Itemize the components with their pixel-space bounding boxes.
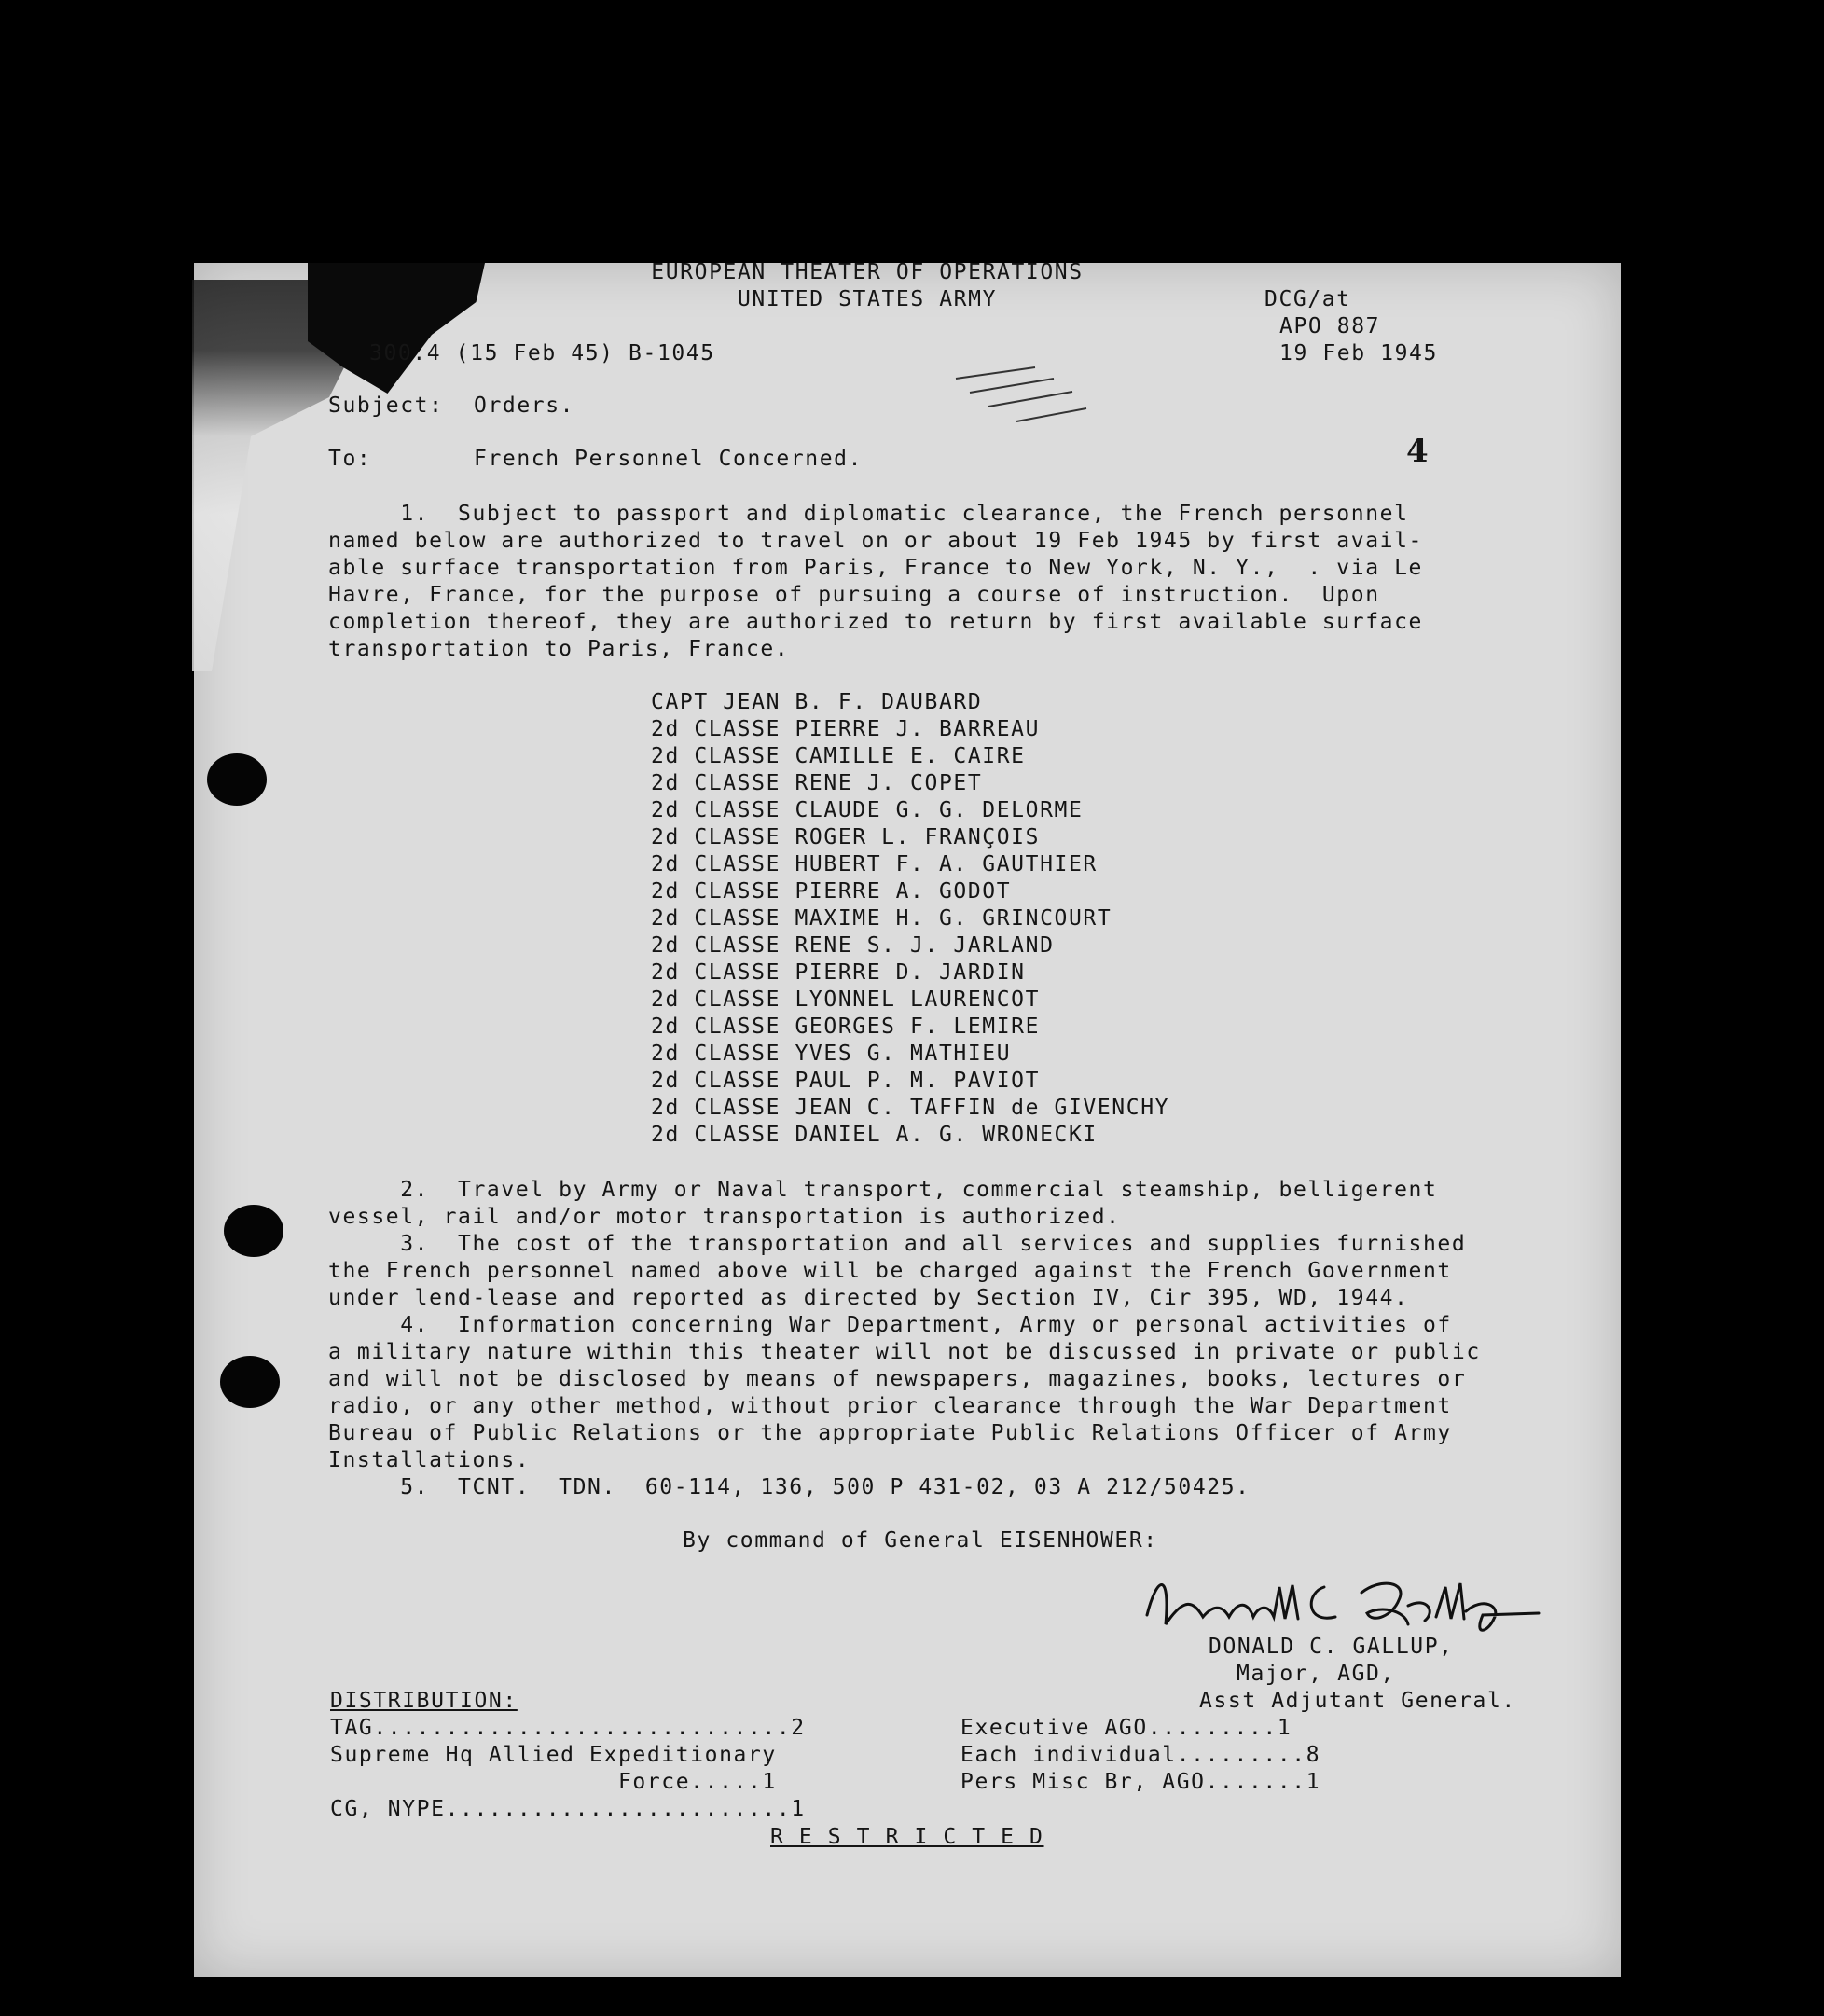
personnel-entry: 2d CLASSE PIERRE A. GODOT — [651, 879, 1012, 904]
paragraph-line: able surface transportation from Paris, France to New York, N. Y., . via Le — [328, 556, 1423, 580]
personnel-entry: CAPT JEAN B. F. DAUBARD — [651, 690, 983, 714]
paragraph-line: 5. TCNT. TDN. 60-114, 136, 500 P 431-02, 03 A 212/50425. — [328, 1475, 1251, 1499]
personnel-entry: 2d CLASSE LYONNEL LAURENCOT — [651, 987, 1041, 1012]
command-line: By command of General EISENHOWER: — [683, 1528, 1158, 1553]
punch-hole — [220, 1356, 280, 1408]
subject-value: Orders. — [474, 394, 575, 418]
distribution-entry: TAG.............................2 — [330, 1716, 806, 1740]
paragraph-line: 1. Subject to passport and diplomatic clearance, the French personnel — [328, 502, 1409, 526]
punch-hole — [224, 1205, 283, 1257]
paragraph-line: Installations. — [328, 1448, 531, 1472]
signer-name: DONALD C. GALLUP, — [1209, 1635, 1454, 1659]
apo-number: APO 887 — [1279, 314, 1381, 338]
distribution-heading: DISTRIBUTION: — [330, 1689, 518, 1713]
punch-hole — [207, 753, 267, 806]
to-label: To: — [328, 447, 372, 471]
paragraph-line: Havre, France, for the purpose of pursuing a course of instruction. Upon — [328, 583, 1380, 607]
signer-title: Asst Adjutant General. — [1199, 1689, 1516, 1713]
signer-rank: Major, AGD, — [1237, 1662, 1395, 1686]
distribution-entry: Executive AGO.........1 — [960, 1716, 1292, 1740]
document-date: 19 Feb 1945 — [1279, 341, 1438, 366]
classification-marking: R E S T R I C T E D — [770, 1825, 1044, 1849]
personnel-entry: 2d CLASSE GEORGES F. LEMIRE — [651, 1015, 1041, 1039]
personnel-entry: 2d CLASSE DANIEL A. G. WRONECKI — [651, 1123, 1098, 1147]
paragraph-line: 3. The cost of the transportation and all services and supplies furnished — [328, 1232, 1467, 1256]
paragraph-line: vessel, rail and/or motor transportation is authorized. — [328, 1205, 1121, 1229]
org-line-1: EUROPEAN THEATER OF OPERATIONS — [651, 260, 1084, 284]
personnel-entry: 2d CLASSE JEAN C. TAFFIN de GIVENCHY — [651, 1096, 1170, 1120]
personnel-entry: 2d CLASSE HUBERT F. A. GAUTHIER — [651, 852, 1098, 877]
distribution-entry: CG, NYPE........................1 — [330, 1797, 806, 1821]
paragraph-line: 2. Travel by Army or Naval transport, commercial steamship, belligerent — [328, 1178, 1438, 1202]
reference-code: DCG/at — [1264, 287, 1351, 311]
pen-scratch-mark — [951, 360, 1091, 435]
page-number: 4 — [1406, 433, 1430, 470]
personnel-entry: 2d CLASSE RENE S. J. JARLAND — [651, 933, 1055, 958]
personnel-entry: 2d CLASSE ROGER L. FRANÇOIS — [651, 825, 1041, 849]
personnel-entry: 2d CLASSE YVES G. MATHIEU — [651, 1042, 1012, 1066]
distribution-entry: Force.....1 — [330, 1770, 777, 1794]
paragraph-line: radio, or any other method, without prior clearance through the War Department — [328, 1394, 1452, 1418]
paragraph-line: transportation to Paris, France. — [328, 637, 790, 661]
paragraph-line: 4. Information concerning War Department, Army or personal activities of — [328, 1313, 1452, 1337]
personnel-entry: 2d CLASSE CAMILLE E. CAIRE — [651, 744, 1026, 768]
paragraph-line: a military nature within this theater will not be discussed in private or public — [328, 1340, 1481, 1364]
personnel-entry: 2d CLASSE PIERRE D. JARDIN — [651, 960, 1026, 985]
personnel-entry: 2d CLASSE PIERRE J. BARREAU — [651, 717, 1041, 741]
paragraph-line: and will not be disclosed by means of newspapers, magazines, books, lectures or — [328, 1367, 1467, 1391]
distribution-entry: Supreme Hq Allied Expeditionary — [330, 1743, 777, 1767]
personnel-entry: 2d CLASSE CLAUDE G. G. DELORME — [651, 798, 1084, 822]
subject-label: Subject: — [328, 394, 444, 418]
to-value: French Personnel Concerned. — [474, 447, 864, 471]
handwritten-signature — [1128, 1559, 1557, 1643]
paragraph-line: named below are authorized to travel on or about 19 Feb 1945 by first avail- — [328, 529, 1423, 553]
file-number: 300.4 (15 Feb 45) B-1045 — [369, 341, 715, 366]
distribution-entry: Each individual.........8 — [960, 1743, 1321, 1767]
paragraph-line: completion thereof, they are authorized to return by first available surface — [328, 610, 1423, 634]
paragraph-line: the French personnel named above will be charged against the French Government — [328, 1259, 1452, 1283]
personnel-entry: 2d CLASSE RENE J. COPET — [651, 771, 983, 795]
personnel-entry: 2d CLASSE PAUL P. M. PAVIOT — [651, 1069, 1041, 1093]
org-line-2: UNITED STATES ARMY — [737, 287, 998, 311]
paragraph-line: Bureau of Public Relations or the appropriate Public Relations Officer of Army — [328, 1421, 1452, 1445]
personnel-entry: 2d CLASSE MAXIME H. G. GRINCOURT — [651, 906, 1112, 931]
distribution-entry: Pers Misc Br, AGO.......1 — [960, 1770, 1321, 1794]
paragraph-line: under lend-lease and reported as directed by Section IV, Cir 395, WD, 1944. — [328, 1286, 1409, 1310]
